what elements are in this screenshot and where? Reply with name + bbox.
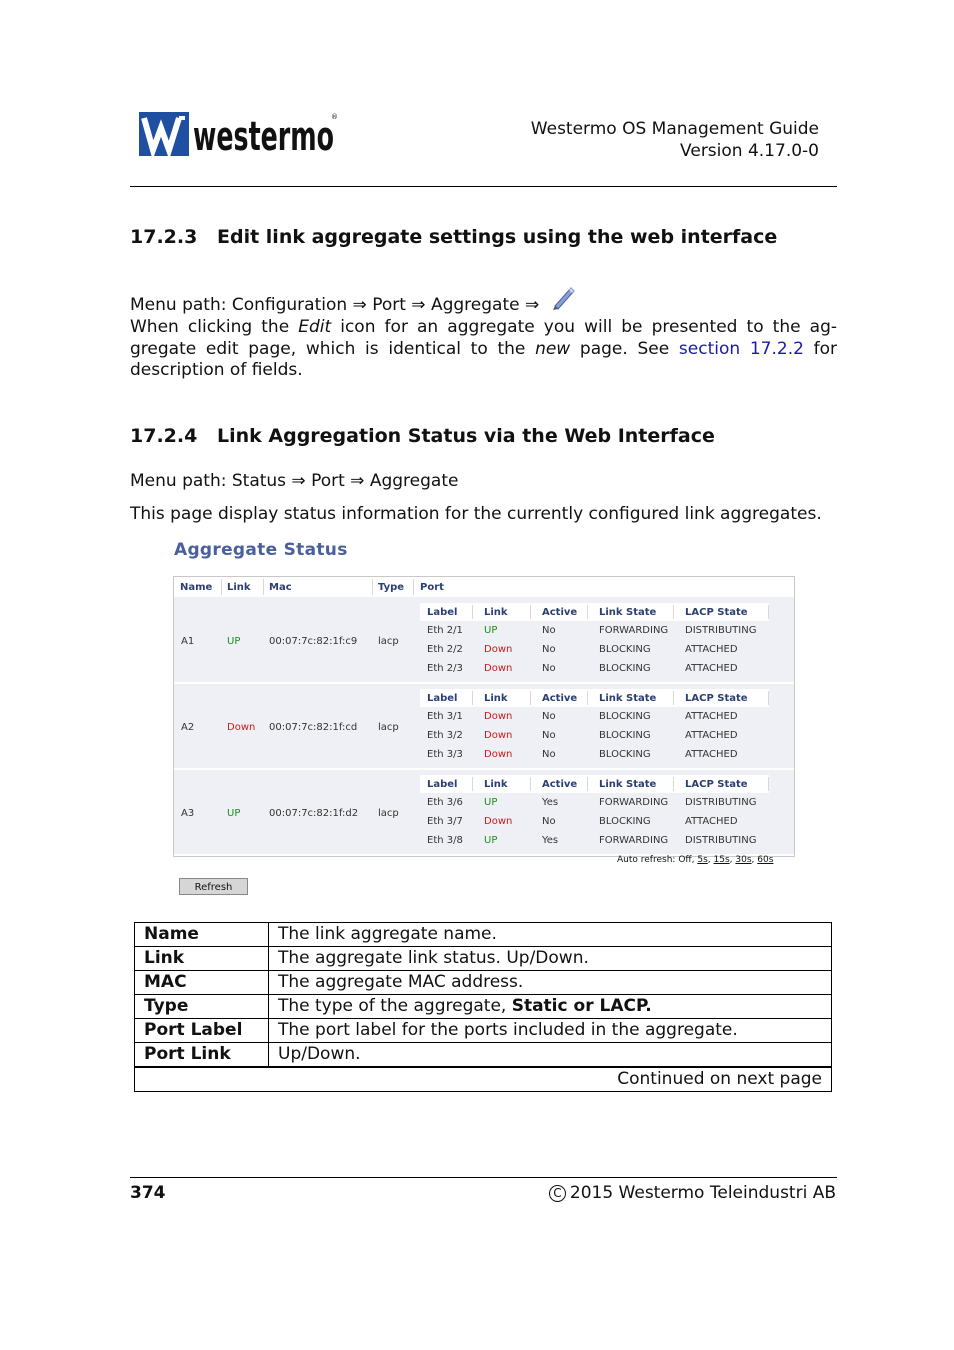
port-col-header: Link State bbox=[599, 607, 657, 618]
table-row bbox=[135, 1019, 832, 1043]
section-link[interactable]: section 17.2.2 bbox=[678, 338, 804, 359]
port-label: Eth 3/8 bbox=[427, 835, 463, 846]
port-link-state: FORWARDING bbox=[599, 835, 669, 846]
port-row bbox=[420, 794, 769, 813]
section-number: 17.2.4 bbox=[130, 425, 198, 447]
aggregate-name: A1 bbox=[181, 636, 195, 647]
port-active: No bbox=[542, 644, 556, 655]
auto-refresh-5s[interactable]: 5s bbox=[697, 855, 708, 865]
refresh-button[interactable]: Refresh bbox=[179, 878, 248, 895]
para-text: When clicking the bbox=[130, 317, 299, 337]
field-value: The link aggregate name. bbox=[269, 923, 832, 947]
aggregate-link: UP bbox=[227, 808, 241, 819]
port-link-state: BLOCKING bbox=[599, 644, 651, 655]
auto-refresh-off[interactable]: Off, bbox=[678, 855, 695, 865]
port-col-header: Label bbox=[427, 693, 458, 704]
page-number: 374 bbox=[130, 1183, 166, 1203]
col-port: Port bbox=[420, 582, 444, 593]
copyright-icon: C bbox=[549, 1185, 566, 1202]
field-value: Up/Down. bbox=[269, 1043, 832, 1068]
col-mac: Mac bbox=[269, 582, 292, 593]
logo-wordmark: westermo bbox=[193, 114, 334, 158]
table-row bbox=[135, 971, 832, 995]
field-key: Type bbox=[135, 995, 269, 1019]
para-text: icon for an aggregate you will be presented to the ag-gregate edit page, which is identical to the bbox=[130, 317, 837, 359]
port-active: No bbox=[542, 730, 556, 741]
aggregate-link: Down bbox=[227, 722, 256, 733]
port-link: Down bbox=[484, 816, 513, 827]
guide-title: Westermo OS Management Guide bbox=[530, 119, 819, 139]
westermo-logo bbox=[139, 110, 339, 158]
section-title: Edit link aggregate settings using the web interface bbox=[217, 226, 778, 248]
port-col-header: Label bbox=[427, 779, 458, 790]
port-active: Yes bbox=[542, 797, 559, 808]
table-row bbox=[135, 923, 832, 947]
port-lacp-state: ATTACHED bbox=[685, 730, 738, 741]
port-link-state: BLOCKING bbox=[599, 730, 651, 741]
menu-path-text: Menu path: Configuration ⇒ Port ⇒ Aggregate ⇒ bbox=[130, 295, 540, 315]
aggregate-row bbox=[174, 769, 794, 854]
aggregate-link: UP bbox=[227, 636, 241, 647]
aggregate-status-title: Aggregate Status bbox=[174, 540, 348, 560]
auto-refresh-15s[interactable]: 15s bbox=[713, 855, 730, 865]
col-type: Type bbox=[378, 582, 405, 593]
auto-refresh-30s[interactable]: 30s bbox=[735, 855, 752, 865]
port-link-state: FORWARDING bbox=[599, 797, 669, 808]
table-row bbox=[135, 947, 832, 971]
port-row bbox=[420, 746, 769, 765]
port-lacp-state: DISTRIBUTING bbox=[685, 625, 757, 636]
copyright bbox=[549, 1183, 836, 1203]
section-heading-17-2-3 bbox=[130, 226, 777, 248]
continued-note: Continued on next page bbox=[135, 1067, 832, 1092]
port-label: Eth 3/3 bbox=[427, 749, 463, 760]
port-lacp-state: DISTRIBUTING bbox=[685, 835, 757, 846]
aggregate-type: lacp bbox=[378, 808, 399, 819]
field-key: Port Label bbox=[135, 1019, 269, 1043]
field-value bbox=[269, 995, 832, 1019]
footer-rule bbox=[130, 1177, 837, 1178]
port-link: Down bbox=[484, 749, 513, 760]
table-header bbox=[174, 577, 794, 597]
port-row bbox=[420, 727, 769, 746]
para-text: for description of fields. bbox=[130, 338, 838, 380]
aggregate-type: lacp bbox=[378, 636, 399, 647]
edit-paragraph bbox=[130, 317, 837, 382]
field-key: Name bbox=[135, 923, 269, 947]
port-label: Eth 3/7 bbox=[427, 816, 463, 827]
col-name: Name bbox=[180, 582, 213, 593]
port-col-header: Link bbox=[484, 779, 508, 790]
pencil-edit-icon bbox=[549, 284, 577, 319]
port-row bbox=[420, 813, 769, 832]
para-text: page. See bbox=[570, 338, 679, 359]
menu-path-status: Menu path: Status ⇒ Port ⇒ Aggregate bbox=[130, 471, 459, 491]
field-value: The aggregate MAC address. bbox=[269, 971, 832, 995]
port-table-header bbox=[420, 775, 769, 793]
port-link: Down bbox=[484, 730, 513, 741]
port-lacp-state: ATTACHED bbox=[685, 711, 738, 722]
section-heading-17-2-4 bbox=[130, 425, 715, 447]
aggregate-name: A3 bbox=[181, 808, 195, 819]
port-link: UP bbox=[484, 835, 498, 846]
port-label: Eth 3/1 bbox=[427, 711, 463, 722]
port-lacp-state: ATTACHED bbox=[685, 663, 738, 674]
port-col-header: Active bbox=[542, 607, 578, 618]
port-lacp-state: DISTRIBUTING bbox=[685, 797, 757, 808]
section-number: 17.2.3 bbox=[130, 226, 198, 248]
auto-refresh-60s[interactable]: 60s bbox=[757, 855, 774, 865]
menu-path-edit bbox=[130, 284, 837, 319]
aggregate-row bbox=[174, 683, 794, 768]
aggregate-type: lacp bbox=[378, 722, 399, 733]
port-row bbox=[420, 660, 769, 679]
guide-heading bbox=[531, 118, 819, 162]
port-link-state: FORWARDING bbox=[599, 625, 669, 636]
port-col-header: Link bbox=[484, 607, 508, 618]
para-edit-word: Edit bbox=[298, 317, 332, 337]
table-row bbox=[135, 995, 832, 1019]
port-row bbox=[420, 832, 769, 851]
port-col-header: Link State bbox=[599, 693, 657, 704]
section-title: Link Aggregation Status via the Web Interface bbox=[217, 425, 715, 447]
field-key: MAC bbox=[135, 971, 269, 995]
copyright-text: 2015 Westermo Teleindustri AB bbox=[569, 1183, 836, 1203]
port-col-header: Active bbox=[542, 779, 578, 790]
port-col-header: Link bbox=[484, 693, 508, 704]
port-table-header bbox=[420, 603, 769, 621]
port-col-header: LACP State bbox=[685, 607, 748, 618]
port-link-state: BLOCKING bbox=[599, 816, 651, 827]
port-label: Eth 2/3 bbox=[427, 663, 463, 674]
field-key: Port Link bbox=[135, 1043, 269, 1068]
port-link: Down bbox=[484, 711, 513, 722]
port-active: No bbox=[542, 816, 556, 827]
svg-text:®: ® bbox=[331, 113, 338, 121]
para-new-word: new bbox=[535, 338, 571, 359]
aggregate-name: A2 bbox=[181, 722, 195, 733]
aggregate-mac: 00:07:7c:82:1f:cd bbox=[269, 722, 358, 733]
port-active: No bbox=[542, 711, 556, 722]
port-row bbox=[420, 708, 769, 727]
port-active: No bbox=[542, 625, 556, 636]
field-value-text: The type of the aggregate, bbox=[278, 996, 512, 1016]
auto-refresh-label: Auto refresh: bbox=[617, 855, 676, 865]
port-row bbox=[420, 622, 769, 641]
port-label: Eth 2/1 bbox=[427, 625, 463, 636]
port-col-header: LACP State bbox=[685, 779, 748, 790]
port-link-state: BLOCKING bbox=[599, 749, 651, 760]
header-rule bbox=[130, 186, 837, 187]
port-lacp-state: ATTACHED bbox=[685, 816, 738, 827]
port-active: No bbox=[542, 663, 556, 674]
port-link: UP bbox=[484, 625, 498, 636]
guide-version: Version 4.17.0-0 bbox=[680, 141, 819, 161]
port-link-state: BLOCKING bbox=[599, 663, 651, 674]
port-link: Down bbox=[484, 644, 513, 655]
aggregate-status-table bbox=[173, 576, 795, 857]
port-active: Yes bbox=[542, 835, 559, 846]
aggregate-mac: 00:07:7c:82:1f:d2 bbox=[269, 808, 359, 819]
port-col-header: LACP State bbox=[685, 693, 748, 704]
port-col-header: Link State bbox=[599, 779, 657, 790]
table-row bbox=[135, 1067, 832, 1092]
port-label: Eth 3/6 bbox=[427, 797, 463, 808]
field-value: The port label for the ports included in the aggregate. bbox=[269, 1019, 832, 1043]
field-value-bold: Static or LACP. bbox=[511, 996, 652, 1016]
port-row bbox=[420, 641, 769, 660]
port-lacp-state: ATTACHED bbox=[685, 749, 738, 760]
port-active: No bbox=[542, 749, 556, 760]
col-link: Link bbox=[227, 582, 251, 593]
aggregate-row bbox=[174, 597, 794, 682]
auto-refresh: Auto refresh: Off, 5s, 15s, 30s, 60s bbox=[617, 855, 774, 865]
port-col-header: Active bbox=[542, 693, 578, 704]
port-link-state: BLOCKING bbox=[599, 711, 651, 722]
port-label: Eth 3/2 bbox=[427, 730, 463, 741]
intro-paragraph: This page display status information for the currently configured link aggregates. bbox=[130, 504, 822, 524]
field-key: Link bbox=[135, 947, 269, 971]
port-col-header: Label bbox=[427, 607, 458, 618]
field-description-table bbox=[134, 922, 832, 1092]
port-label: Eth 2/2 bbox=[427, 644, 463, 655]
port-link: UP bbox=[484, 797, 498, 808]
port-table-header bbox=[420, 689, 769, 707]
port-lacp-state: ATTACHED bbox=[685, 644, 738, 655]
port-link: Down bbox=[484, 663, 513, 674]
aggregate-mac: 00:07:7c:82:1f:c9 bbox=[269, 636, 358, 647]
field-value: The aggregate link status. Up/Down. bbox=[269, 947, 832, 971]
table-row bbox=[135, 1043, 832, 1068]
